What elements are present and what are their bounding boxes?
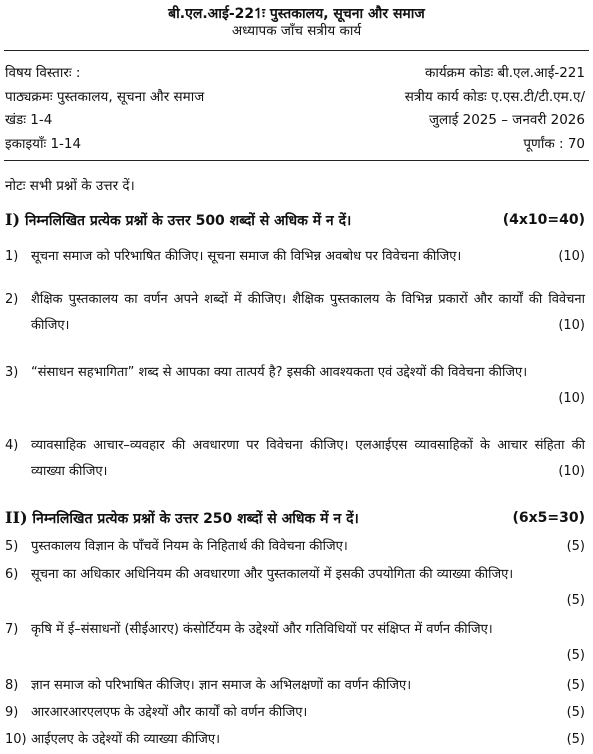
question-text: कृषि में ई–संसाधनों (सीईआरए) कंसोर्टियम के उद्देश्यों और गतिविधियों पर संक्षिप्त में वर्णन कीजिए। (31, 622, 493, 637)
question-item (5, 287, 585, 341)
question-number: 9) (5, 705, 19, 720)
question-item (5, 700, 585, 726)
question-text: सूचना समाज को परिभाषित कीजिए। सूचना समाज की विभिन्न अवबोध पर विवेचना कीजिए। (31, 249, 462, 264)
question-text: शैक्षिक पुस्तकालय का वर्णन अपने शब्दों में कीजिए। शैक्षिक पुस्तकालय के विभिन्न प्रकारों और कार्यों की विवेचना कीजिए। (31, 292, 585, 333)
question-item (5, 244, 585, 270)
divider-top (4, 50, 589, 51)
assignment-code: सत्रीय कार्य कोडः ए.एस.टी/टी.एम.ए/ (404, 89, 585, 105)
note-instruction: नोटः सभी प्रश्नों के उत्तर दें। (5, 178, 135, 194)
question-text: “संसाधन सहभागिता” शब्द से आपका क्या तात्पर्य है? इसकी आवश्यकता एवं उद्देश्यों की विवेचना कीजिए। (31, 365, 528, 380)
question-marks: (5) (566, 678, 585, 693)
question-number: 8) (5, 678, 19, 693)
question-item (5, 562, 585, 616)
question-number: 7) (5, 622, 19, 637)
section-instruction: निम्नलिखित प्रत्येक प्रश्नों के उत्तर 250 शब्दों से अधिक में न दें। (32, 511, 359, 527)
question-item (5, 617, 585, 671)
blocks-label: खंडः 1-4 (5, 112, 53, 128)
question-marks: (10) (558, 249, 585, 264)
section-number: II) (5, 508, 28, 527)
question-marks: (5) (566, 705, 585, 720)
question-number: 5) (5, 539, 19, 554)
question-number: 2) (5, 292, 19, 307)
section-marks: (6x5=30) (512, 510, 585, 526)
question-item (5, 673, 585, 699)
question-number: 1) (5, 249, 19, 264)
question-text: आरआरआरएलएफ के उद्देश्यों और कार्यों को वर्णन कीजिए। (31, 705, 308, 720)
section-1-heading (5, 211, 585, 230)
question-marks: (5) (566, 593, 585, 608)
question-text: आईएलए के उद्देश्यों की व्याख्या कीजिए। (31, 732, 221, 747)
question-marks: (10) (558, 464, 585, 479)
question-marks: (10) (558, 318, 585, 333)
question-number: 6) (5, 567, 19, 582)
session-label: जुलाई 2025 – जनवरी 2026 (429, 112, 585, 128)
question-item (5, 727, 585, 753)
question-text: सूचना का अधिकार अधिनियम की अवधारणा और पुस्तकालयों में इसकी उपयोगिता की व्याख्या कीजिए। (31, 567, 514, 582)
question-text: ज्ञान समाज को परिभाषित कीजिए। ज्ञान समाज के अभिलक्षणों का वर्णन कीजिए। (31, 678, 412, 693)
subject-label: विषय विस्तारः : (5, 65, 81, 81)
programme-code: कार्यक्रम कोडः बी.एल.आई-221 (424, 65, 585, 81)
question-number: 4) (5, 438, 19, 453)
max-marks: पूर्णांक : 70 (523, 136, 585, 152)
section-2-heading (5, 509, 585, 528)
section-number: I) (5, 210, 21, 229)
question-marks: (10) (558, 391, 585, 406)
divider-bottom (4, 160, 589, 161)
question-item (5, 360, 585, 414)
units-label: इकाइयाँः 1-14 (5, 136, 82, 152)
question-text: पुस्तकालय विज्ञान के पाँचवें नियम के निहितार्थ की विवेचना कीजिए। (31, 539, 348, 554)
question-text: व्यावसाहिक आचार–व्यवहार की अवधारणा पर विवेचना कीजिए। एलआईएस व्यावसाहिकों के आचार संहिता की व्याख्या कीजिए। (31, 438, 585, 479)
assignment-subtitle: अध्यापक जाँच सत्रीय कार्य (231, 23, 362, 39)
question-item (5, 534, 585, 560)
question-marks: (5) (566, 648, 585, 663)
course-title: बी.एल.आई-221ः पुस्तकालय, सूचना और समाज (168, 6, 425, 22)
question-item (5, 433, 585, 487)
section-instruction: निम्नलिखित प्रत्येक प्रश्नों के उत्तर 500 शब्दों से अधिक में न दें। (24, 213, 352, 229)
question-number: 10) (5, 732, 27, 747)
question-marks: (5) (566, 539, 585, 554)
question-number: 3) (5, 365, 19, 380)
question-marks: (5) (566, 732, 585, 747)
course-name: पाठ्यक्रमः पुस्तकालय, सूचना और समाज (5, 89, 205, 105)
section-marks: (4x10=40) (502, 212, 585, 228)
